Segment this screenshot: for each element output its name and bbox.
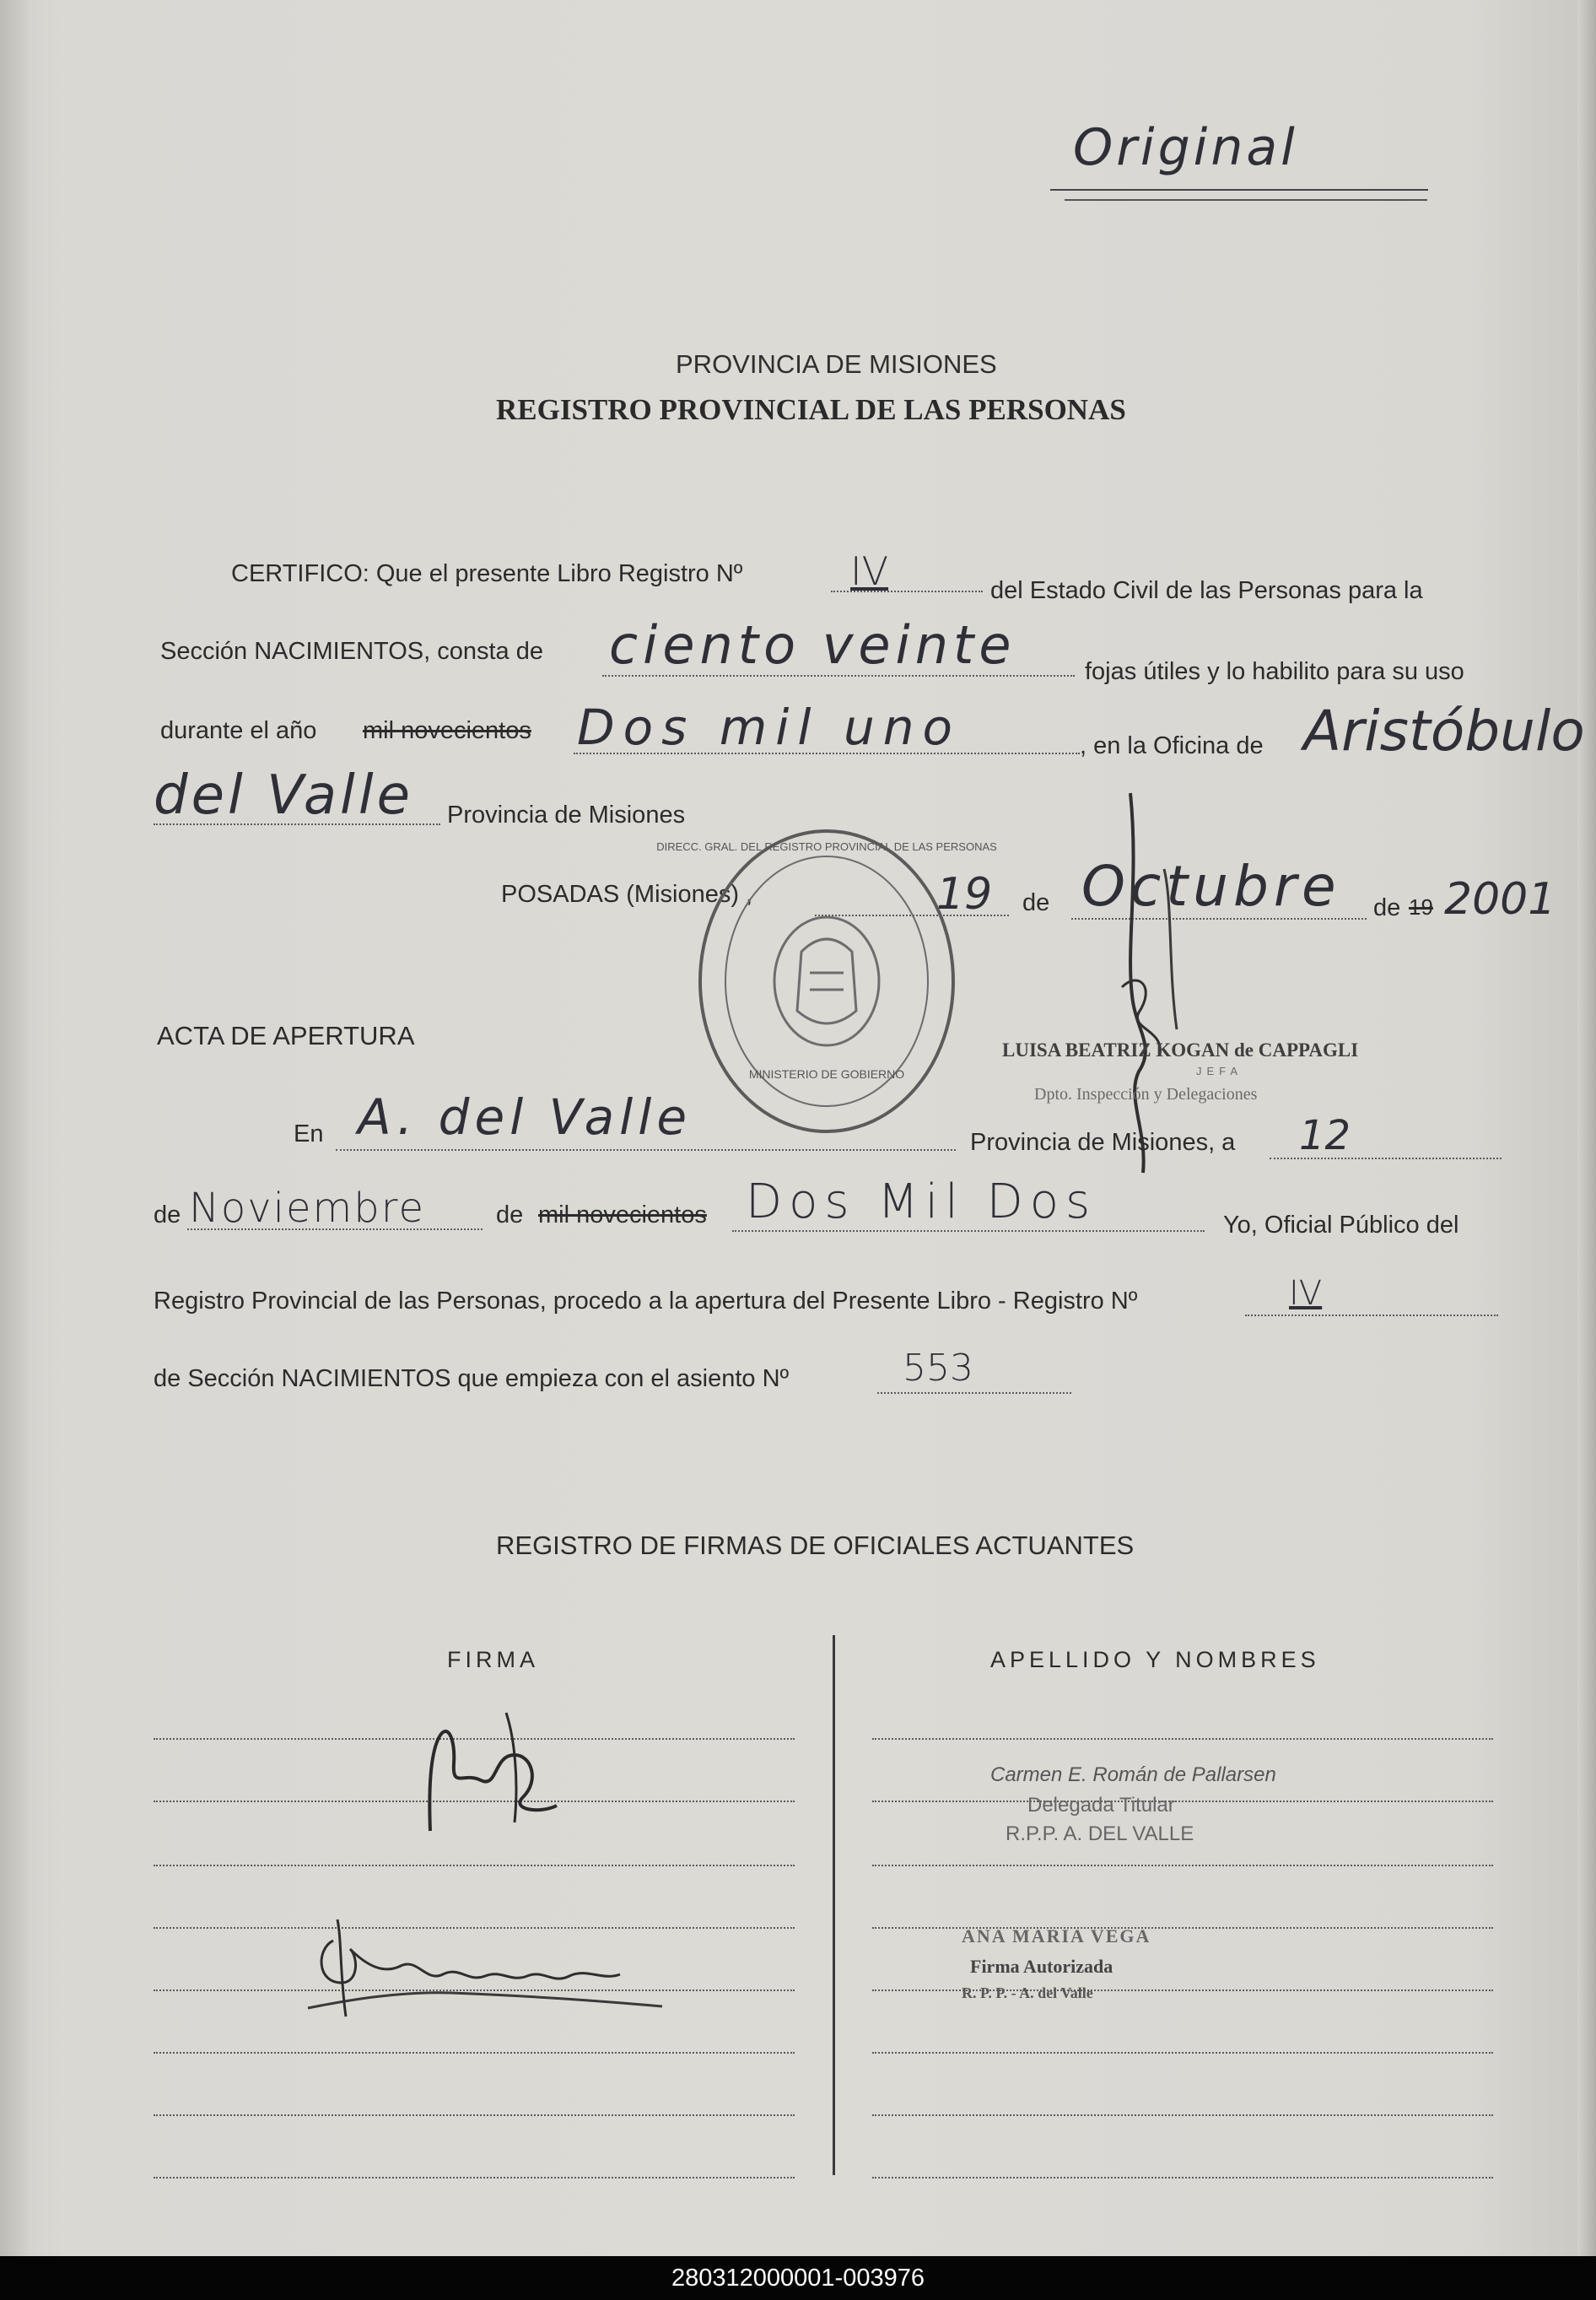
acta-en: En <box>294 1120 324 1147</box>
signatures-heading: REGISTRO DE FIRMAS DE OFICIALES ACTUANTES <box>496 1531 1135 1560</box>
cert-line4-b: Provincia de Misiones <box>447 802 686 829</box>
cert-line2-a: Sección NACIMIENTOS, consta de <box>160 638 543 665</box>
cert-line3-a: durante el año <box>160 717 317 744</box>
book-number: IV <box>850 548 889 594</box>
acta-heading: ACTA DE APERTURA <box>157 1021 415 1050</box>
document-id-footer: 280312000001-003976 <box>0 2256 1596 2300</box>
dots-entry-number <box>877 1392 1071 1394</box>
officer2-name: ANA MARIA VEGA <box>962 1925 1151 1946</box>
row-right-2 <box>872 1801 1493 1802</box>
cert-day: 19 <box>936 869 993 920</box>
province-title: PROVINCIA DE MISIONES <box>676 349 997 379</box>
acta-struck-prefix: mil novecientos <box>538 1201 707 1228</box>
acta-month: Noviembre <box>189 1185 425 1232</box>
original-underline-2 <box>1065 199 1427 201</box>
acta-book-number: IV <box>1289 1274 1323 1313</box>
column-divider <box>833 1635 835 2175</box>
acta-line3: Registro Provincial de las Personas, procedo a la apertura del Presente Libro - Registro Nº <box>154 1288 1138 1315</box>
pages-count: ciento veinte <box>609 614 1016 676</box>
acta-line4: de Sección NACIMIENTOS que empieza con el asiento Nº <box>154 1365 790 1392</box>
row-left-8 <box>154 2177 795 2179</box>
office-name-cont: del Valle <box>154 764 413 827</box>
row-left-6 <box>154 2052 795 2054</box>
dots-acta-place <box>336 1149 956 1151</box>
page-edge-left <box>0 0 29 2256</box>
row-right-1 <box>872 1738 1493 1740</box>
acta-officer-text: Yo, Oficial Público del <box>1223 1212 1459 1239</box>
row-right-6 <box>872 2052 1493 2054</box>
acta-place: A. del Valle <box>358 1088 693 1146</box>
cert-de1: de <box>1022 889 1050 916</box>
page-edge-right <box>1577 0 1596 2256</box>
office-name: Aristóbulo <box>1303 699 1585 764</box>
acta-de-label: de <box>154 1201 181 1228</box>
cert-de2: de <box>1373 894 1401 921</box>
year-text: Dos mil uno <box>577 699 961 756</box>
cert-line2-b: fojas útiles y lo habilito para su uso <box>1085 658 1464 685</box>
struck-century: 19 <box>1409 894 1433 920</box>
cert-month: Octubre <box>1081 854 1341 919</box>
signatory-name: LUISA BEATRIZ KOGAN de CAPPAGLI <box>1002 1039 1359 1061</box>
cert-line1-b: del Estado Civil de las Personas para la <box>990 577 1423 604</box>
row-left-3 <box>154 1865 795 1866</box>
officer2-title: Firma Autorizada <box>970 1956 1113 1977</box>
officer1-title: Delegada Titular <box>1027 1794 1175 1817</box>
seal-inner: MINISTERIO DE GOBIERNO <box>748 1067 905 1081</box>
officer1-signature <box>413 1704 565 1848</box>
acta-de2: de <box>496 1201 524 1228</box>
row-right-3 <box>872 1865 1493 1866</box>
col-apellido: APELLIDO Y NOMBRES <box>990 1647 1320 1672</box>
officer2-signature <box>299 1915 671 2025</box>
row-right-7 <box>872 2114 1493 2116</box>
officer2-office: R. P. P. - A. del Valle <box>962 1984 1093 2001</box>
cert-line3-b: , en la Oficina de <box>1080 732 1264 759</box>
officer1-office: R.P.P. A. DEL VALLE <box>1006 1822 1194 1845</box>
col-firma: FIRMA <box>447 1647 539 1672</box>
row-right-8 <box>872 2177 1493 2179</box>
cert-year: 2001 <box>1444 874 1556 925</box>
cert-line1-a: CERTIFICO: Que el presente Libro Registro Nº <box>231 560 743 587</box>
registry-title: REGISTRO PROVINCIAL DE LAS PERSONAS <box>496 393 1126 426</box>
entry-number: 553 <box>903 1347 973 1390</box>
place-date: POSADAS (Misiones) , <box>501 881 753 908</box>
original-underline <box>1050 189 1428 191</box>
struck-year-prefix: mil novecientos <box>363 717 531 744</box>
original-mark: Original <box>1073 118 1298 177</box>
officer1-name: Carmen E. Román de Pallarsen <box>990 1763 1276 1786</box>
signatory-department: Dpto. Inspección y Delegaciones <box>1034 1085 1258 1104</box>
seal-text: DIRECC. GRAL. DEL REGISTRO PROVINCIAL DE LAS PERSONAS <box>656 840 997 853</box>
row-left-7 <box>154 2114 795 2116</box>
acta-year-text: Dos Mil Dos <box>746 1174 1097 1229</box>
acta-day: 12 <box>1299 1112 1351 1159</box>
acta-province: Provincia de Misiones, a <box>970 1129 1236 1156</box>
chief-signature <box>1080 776 1215 1181</box>
dots-acta-book <box>1245 1315 1498 1316</box>
signatory-title: JEFA <box>1196 1065 1243 1077</box>
dots-acta-year <box>732 1230 1205 1232</box>
